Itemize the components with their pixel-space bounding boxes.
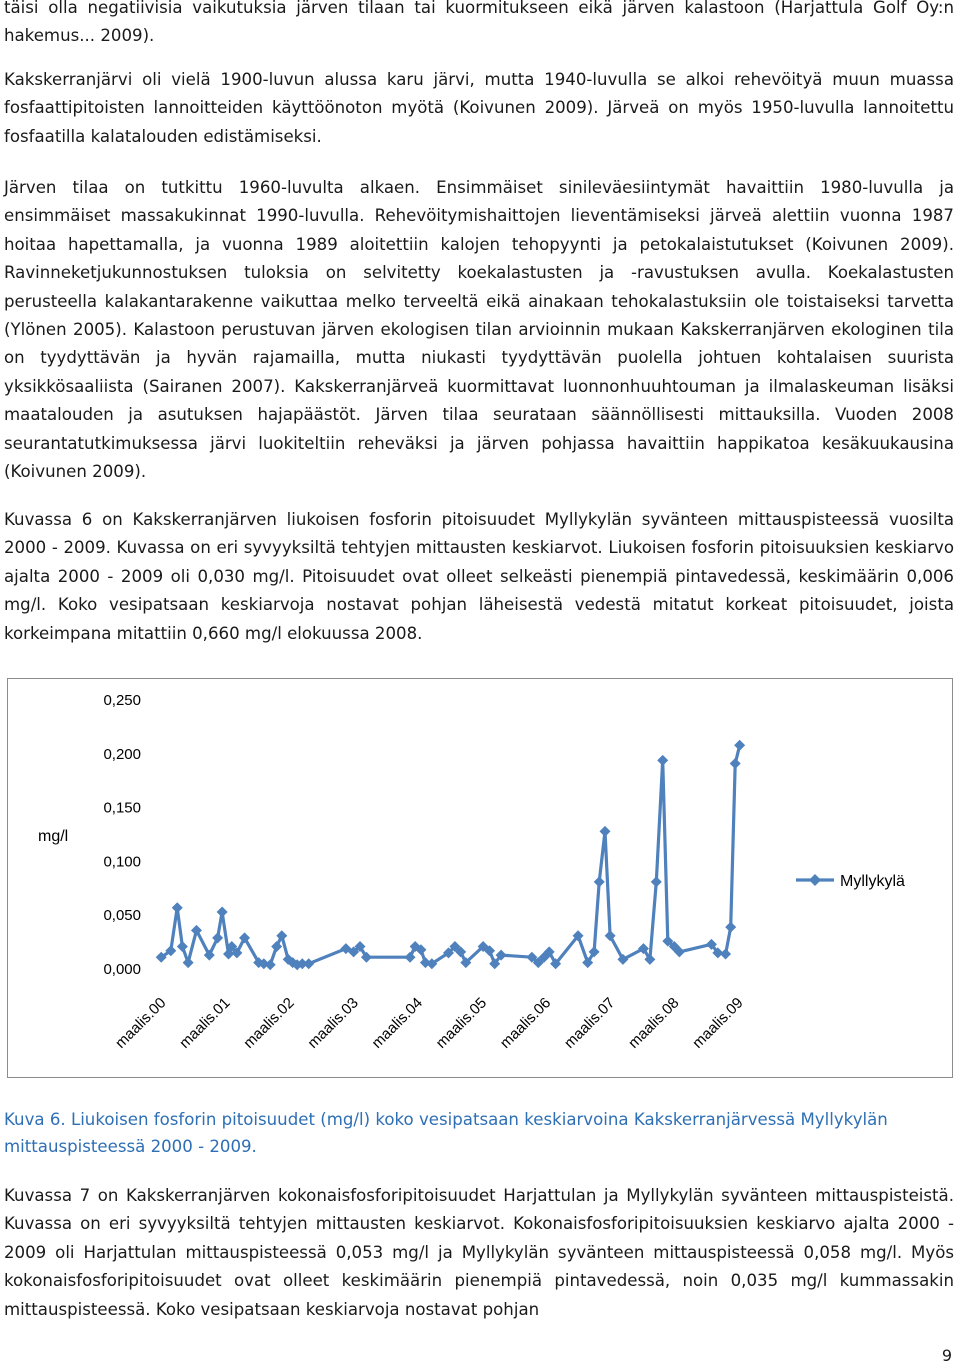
x-tick-label: maalis.05	[432, 994, 491, 1052]
x-tick-label: maalis.04	[368, 994, 426, 1052]
paragraph-figure6-description: Kuvassa 6 on Kakskerranjärven liukoisen fosforin pitoisuudet Myllykylän syvänteen mittauspisteessä vuosilta 2000 - 2009. Kuvassa on eri syvyyksiltä tehtyjen mittausten keskiarvot. Liukoisen fosforin pitoisuuksien keskiarvo ajalta 2000 - 2009 oli 0,030 mg/l. Pitoisuudet ovat olleet selkeästi pienempiä pintavedessä, keskimäärin 0,006 mg/l. Koko vesipatsaan keskiarvoja nostavat pohjan läheisestä vedestä mitatut korkeat pitoisuudet, joista korkeimpana mitattiin 0,660 mg/l elokuussa 2008.	[4, 510, 954, 643]
y-tick-label: 0,250	[103, 692, 141, 709]
data-point	[405, 952, 416, 963]
data-point	[204, 950, 215, 961]
x-tick-label: maalis.06	[496, 994, 555, 1052]
data-point	[172, 902, 183, 913]
x-tick-label: maalis.02	[240, 994, 298, 1052]
figure-caption	[4, 1106, 954, 1160]
series-layer	[156, 740, 745, 971]
x-axis-ticks	[112, 994, 747, 1051]
x-tick-label: maalis.08	[625, 994, 683, 1052]
data-point	[191, 925, 202, 936]
data-point	[599, 826, 610, 837]
data-point	[276, 930, 287, 941]
x-tick-label: maalis.07	[560, 994, 619, 1052]
y-tick-label: 0,200	[103, 745, 141, 763]
data-point	[651, 876, 662, 887]
chart-figure-6	[7, 678, 953, 1078]
data-point	[730, 758, 741, 769]
paragraph-intro: täisi olla negatiivisia vaikutuksia järven tilaan tai kuormitukseen eikä järven kalastoon (Harjattula Golf Oy:n hakemus... 2009).	[4, 0, 954, 46]
legend-marker	[809, 874, 821, 886]
y-tick-label: 0,050	[103, 907, 141, 925]
y-tick-label: 0,000	[103, 961, 141, 978]
x-tick-label: maalis.03	[304, 994, 362, 1052]
x-tick-label: maalis.00	[112, 994, 170, 1052]
data-point	[217, 907, 228, 918]
y-tick-label: 0,100	[103, 853, 141, 871]
data-point	[183, 957, 194, 968]
x-tick-label: maalis.01	[176, 994, 234, 1052]
chart-canvas	[8, 679, 952, 1077]
paragraph-figure7-description: Kuvassa 7 on Kakskerranjärven kokonaisfosforipitoisuudet Harjattulan ja Myllykylän syvänteen mittauspisteistä. Kuvassa on eri syvyyksiltä tehtyjen mittausten keskiarvot. Kokonaisfosforipitoisuuksien keskiarvo ajalta 2000 - 2009 oli Harjattulan mittauspisteessä 0,053 mg/l ja Myllykylän syvänteen mittauspisteessä 0,058 mg/l. Myös kokonaisfosforipitoisuudet ovat olleet keskimäärin pienempiä pintavedessä, noin 0,035 mg/l kummassakin mittauspisteessä. Koko vesipatsaan keskiarvoja nostavat pohjan	[4, 1186, 954, 1319]
y-tick-label: 0,150	[103, 799, 141, 817]
page-number: 9	[941, 1346, 952, 1365]
data-point	[657, 755, 668, 766]
chart-legend	[796, 873, 905, 890]
paragraph-history: Kakskerranjärvi oli vielä 1900-luvun alussa karu järvi, mutta 1940-luvulla se alkoi rehevöityä muun muassa fosfaattipitoisten lannoitteiden käyttöönoton myötä (Koivunen 2009). Järveä on myös 1950-luvulla lannoitettu fosfaatilla kalatalouden edistämiseksi.	[4, 70, 954, 146]
caption-label: Kuva 6.	[4, 1110, 66, 1129]
y-axis-label: mg/l	[38, 828, 69, 845]
data-point	[212, 932, 223, 943]
data-point	[720, 949, 731, 960]
caption-text: Liukoisen fosforin pitoisuudet (mg/l) koko vesipatsaan keskiarvoina Kakskerranjärvessä Myllykylän mittauspisteessä 2000 - 2009.	[4, 1110, 888, 1156]
series-line	[161, 745, 740, 965]
data-point	[594, 876, 605, 887]
data-point	[177, 941, 188, 952]
data-point	[271, 941, 282, 952]
data-point	[725, 922, 736, 933]
data-point	[734, 740, 745, 751]
y-axis-ticks	[103, 692, 141, 978]
data-point	[303, 958, 314, 969]
paragraph-research: Järven tilaa on tutkittu 1960-luvulta alkaen. Ensimmäiset sinileväesiintymät havaittiin 1980-luvulla ja ensimmäiset massakukinnat 1990-luvulla. Rehevöitymishaittojen lieventämiseksi järveä alettiin vuonna 1987 hoitaa hapettamalla, ja vuonna 1989 aloitettiin kalojen tehopyynti ja petokalaistutukset (Koivunen 2009). Ravinneketjukunnostuksen tuloksia on selvitetty koekalastusten ja -ravustuksen avulla. Koekalastusten perusteella kalakantarakenne vaikuttaa melko terveeltä eikä ainakaan tehokalastuksiin ole toistaiseksi tarvetta (Ylönen 2005). Kalastoon perustuvan järven ekologisen tilan arvioinnin mukaan Kakskerranjärven ekologinen tila on tyydyttävän ja hyvän rajamailla, mutta niukasti tyydyttävän puolella johtuen kohtalaisen suurista yksikkösaaliista (Sairanen 2007). Kakskerranjärveä kuormittavat luonnonhuuhtouman ja ilmalaskeuman lisäksi maatalouden ja asutuksen hajapäästöt. Järven tilaa seurataan säännöllisesti mittauksilla. Vuoden 2008 seurantatutkimuksessa järvi luokiteltiin reheväksi ja järven pohjassa havaittiin happikatoa kesäkuukausina (Koivunen 2009).	[4, 178, 954, 482]
x-tick-label: maalis.09	[689, 994, 747, 1052]
legend-label: Myllykylä	[840, 873, 905, 890]
